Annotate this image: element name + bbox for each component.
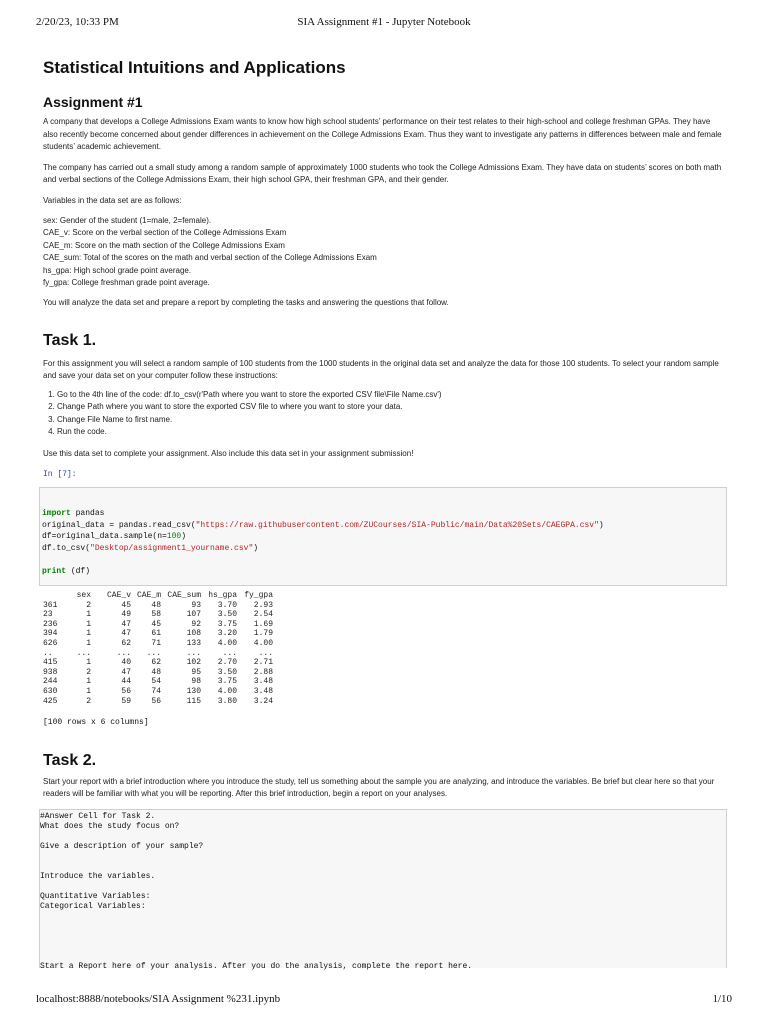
intro-paragraph-1: A company that develops a College Admissions Exam wants to know how high school students’ performance on their test relates to their high-school and college freshman GPAs. They have also recently become concerned about gender differences in achievement on the College Admissions Exam. Thus they want to investigate any patterns in differences between male and female students’ academic achievement. bbox=[43, 117, 722, 151]
table-row: 425 2 59 56 115 3.80 3.24 bbox=[43, 696, 273, 706]
variable-item: CAE_sum: Total of the scores on the math and verbal section of the College Admissions Exam bbox=[43, 253, 377, 263]
table-row: .. ... ... ... ... ... ... bbox=[43, 648, 273, 658]
analyze-paragraph: You will analyze the data set and prepare a report by completing the tasks and answering the questions that follow. bbox=[43, 298, 449, 308]
answer-cell[interactable]: #Answer Cell for Task 2. What does the study focus on? Give a description of your sample? Introduce the variables. Quantitative Variables: Categorical Variables: Start a Report here of your analysis. After you do the analysis, complete the report here. bbox=[39, 809, 727, 968]
intro-paragraph-2: The company has carried out a small study among a random sample of approximately 1000 students who took the College Admissions Exam. They have data on students’ scores on both math and verbal sections of the College Admissions Exam, their high school GPA, their freshman GPA, and their gender. bbox=[43, 162, 722, 184]
table-row: 236 1 47 45 92 3.75 1.69 bbox=[43, 619, 273, 629]
table-row: 361 2 45 48 93 3.70 2.93 bbox=[43, 600, 273, 610]
notebook-content bbox=[40, 58, 723, 971]
output-shape: [100 rows x 6 columns] bbox=[43, 718, 149, 728]
task1-heading: Task 1. bbox=[43, 331, 97, 349]
column-header: sex bbox=[76, 591, 91, 601]
variables-intro: Variables in the data set are as follows: bbox=[43, 195, 182, 205]
table-row: 244 1 44 54 98 3.75 3.48 bbox=[43, 677, 273, 687]
task1-note: Use this data set to complete your assignment. Also include this data set in your assignment submission! bbox=[43, 448, 414, 458]
variable-item: CAE_v: Score on the verbal section of the College Admissions Exam bbox=[43, 228, 287, 238]
column-header: CAE_sum bbox=[167, 591, 201, 601]
code-source: import pandas original_data = pandas.read_csv("https://raw.githubusercontent.com/ZUCourses/SIA-Public/main/Data%20Sets/CAEGPA.csv") df=original_data.sample(n=100) df.to_csv("Desktop/assignment1_yourname.csv") print (df) bbox=[42, 509, 604, 576]
table-row: 626 1 62 71 133 4.00 4.00 bbox=[43, 639, 273, 649]
variable-item: CAE_m: Score on the math section of the College Admissions Exam bbox=[43, 240, 285, 250]
task2-heading: Task 2. bbox=[43, 751, 97, 769]
notebook-title: Statistical Intuitions and Applications bbox=[43, 58, 346, 77]
column-header: CAE_m bbox=[136, 591, 161, 601]
variable-item: sex: Gender of the student (1=male, 2=female). bbox=[43, 216, 212, 225]
print-datetime: 2/20/23, 10:33 PM bbox=[36, 16, 119, 28]
column-header: hs_gpa bbox=[208, 591, 237, 601]
table-row: 23 1 49 58 107 3.50 2.54 bbox=[43, 610, 273, 620]
task2-paragraph: Start your report with a brief introduction where you introduce the study, tell us something about the sample you are analyzing, and introduce the variables. Be brief but clear here so that your readers will be familiar with what you will be reporting. After this brief introduction, begin a report on your analyses. bbox=[43, 776, 715, 799]
table-row: 630 1 56 74 130 4.00 3.48 bbox=[43, 687, 273, 696]
assignment-heading: Assignment #1 bbox=[43, 94, 143, 110]
table-row: 394 1 47 61 108 3.20 1.79 bbox=[43, 629, 273, 639]
variable-item: hs_gpa: High school grade point average. bbox=[43, 265, 192, 275]
print-title: SIA Assignment #1 - Jupyter Notebook bbox=[297, 16, 471, 28]
table-row: 415 1 40 62 102 2.70 2.71 bbox=[43, 658, 273, 668]
variable-item: fy_gpa: College freshman grade point average. bbox=[43, 278, 210, 288]
column-header: fy_gpa bbox=[244, 591, 273, 601]
task1-steps bbox=[43, 389, 723, 439]
step-item: 2. Change Path where you want to store the exported CSV file to where you want to store your data. bbox=[57, 401, 723, 413]
step-item: 3. Change File Name to first name. bbox=[57, 414, 723, 426]
input-prompt: In [7]: bbox=[43, 470, 77, 480]
column-header: CAE_v bbox=[106, 591, 131, 601]
variables-list bbox=[43, 215, 723, 289]
code-cell[interactable] bbox=[39, 487, 727, 586]
step-item: 4. Run the code. bbox=[57, 426, 723, 438]
table-header-row bbox=[43, 591, 273, 601]
dataframe-output bbox=[43, 591, 273, 706]
table-row: 938 2 47 48 95 3.50 2.88 bbox=[43, 667, 273, 677]
step-item: 1. Go to the 4th line of the code: df.to_csv(r'Path where you want to store the exported CSV file\File Name.csv') bbox=[57, 389, 723, 401]
print-page-number: 1/10 bbox=[712, 993, 732, 1005]
task1-paragraph: For this assignment you will select a random sample of 100 students from the 1000 students in the original data set and analyze the data for those 100 students. To select your random sample and save your data set on your computer follow these instructions: bbox=[43, 358, 719, 381]
print-url: localhost:8888/notebooks/SIA Assignment %231.ipynb bbox=[36, 993, 281, 1005]
cell-output bbox=[43, 591, 723, 728]
